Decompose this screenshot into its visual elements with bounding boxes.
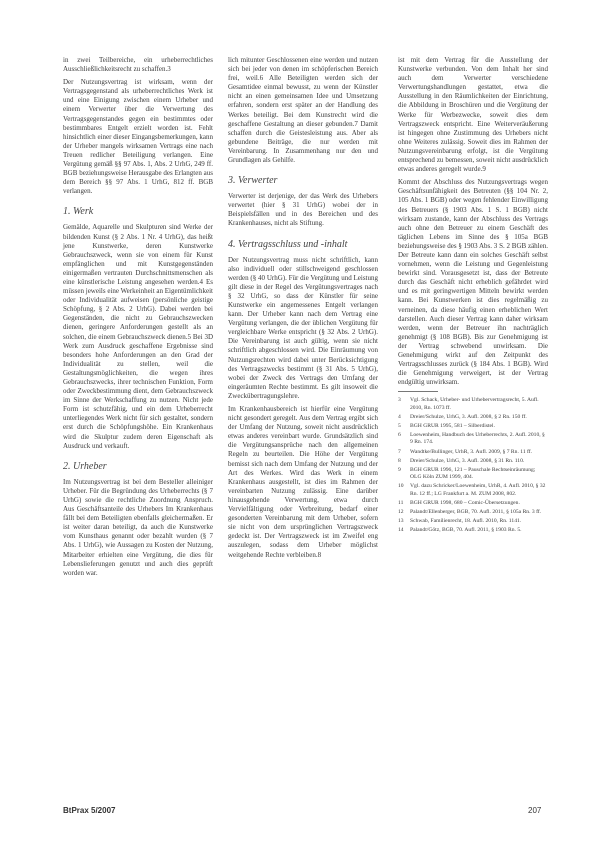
paragraph: Der Nutzungsvertrag ist wirksam, wenn der Vertragsgegenstand als urheberrechtliches Werk ist und eine Einigung zwischen einem Urheber und einem Verwerter über die Verwertung des Vertragsgegenstandes gegen ein bestimmtes oder bestimmbares Entgelt erzielt worden ist. Fehlt hinsichtlich einer dieser Eingangsbemerkungen, kann der Urheber mangels wirksamen Vertrags eine nach Treuen redlicher Beteiligung verlangen. Eine Vergütung gemäß §§ 97 Abs. 1, Abs. 2 UrhG, 249 ff. BGB beziehungsweise Herausgabe des Erlangten aus dem Bereich §§ 97 Abs. 1 UrhG, 812 ff. BGB verlangen.	[63, 78, 213, 196]
footnote-number: 4	[398, 413, 401, 420]
footnote-number: 8	[398, 457, 401, 464]
footnote-number: 11	[398, 499, 404, 506]
footnote-text: Dreier/Schulze, UrhG, 3. Aufl. 2008, § 2 Rn. 150 ff.	[410, 413, 527, 420]
journal-footer: BtPrax 5/2007	[63, 806, 116, 815]
section-heading-werk: 1. Werk	[63, 206, 94, 218]
footnote	[398, 449, 548, 456]
footnote-number: 5	[398, 422, 401, 429]
footnote-text: Wandtke/Bullinger, UrhR, 3. Aufl. 2009, § 7 Rn. 11 ff.	[410, 448, 533, 455]
footnote	[398, 527, 548, 534]
footnote	[398, 397, 548, 411]
footnote-text: Palandt/Ellenberger, BGB, 70. Aufl. 2011, § 105a Rn. 3 ff.	[410, 509, 542, 516]
paragraph: Gemälde, Aquarelle und Skulpturen sind Werke der bildenden Kunst (§ 2 Abs. 1 Nr. 4 UrhG), das heißt jene Kunstwerke, deren Kunstwerke Gebrauchszweck, wenn sie von einem für Kunst empfänglichen und mit Kunstgegenständen einigermaßen vertrauten Durchschnittsmenschen als eine künstlerische Leistung angesehen werden.4 Es müssen jeweils eine Werkeinheit an Eigentümlichkeit oder Individualität aufweisen (persönliche geistige Schöpfung, § 2 Abs. 2 UrhG). Dabei werden bei Gegenständen, die nicht zu Gebrauchszwecken dienen, geringere Anforderungen gestellt als an solchen, die einem Gebrauchszweck dienen.5 Bei 3D Werk zum Ausdruck geschaffene Ergebnisse sind besonders hohe Anforderungen an den Grad der Individualität zu stellen, weil die Gestaltungsmöglichkeiten, die wegen ihres Gebrauchszwecks, ihrer technischen Funktion, Form oder Zweckbestimmung dient, dem Gebrauchszweck im Sinne der Werkschaffung zu nutzen. Nicht jede Form ist schutzfähig, und ein dem Urheberrecht unterliegendes Werk nicht für sich gestaltet, sondern erst durch die Schöpfungshöhe. Ein Krankenhaus wird die Skulptur zudem deren Eigenschaft als Ausdruck und verkauft.	[63, 223, 213, 450]
footnote-text: BGH GRUR 1998, 680 – Comic-Übersetzungen.	[410, 499, 520, 506]
text-column-left	[63, 56, 213, 582]
footnote-divider	[398, 391, 438, 392]
footnote-text: Schwab, Familienrecht, 18. Aufl. 2010, Rn. 1141.	[410, 518, 522, 525]
footnote-number: 3	[398, 397, 401, 404]
footnote-number: 13	[398, 518, 404, 525]
footnote	[398, 414, 548, 421]
footnote	[398, 500, 548, 507]
footnote	[398, 458, 548, 465]
footnote	[398, 518, 548, 525]
footnote-number: 10	[398, 483, 404, 490]
footnote-number: 7	[398, 448, 401, 455]
footnote-text: Dreier/Schulze, UrhG, 3. Aufl. 2008, § 31 Rn. 110.	[410, 457, 525, 464]
footnotes	[398, 397, 548, 534]
footnote	[398, 467, 548, 481]
footnote	[398, 423, 548, 430]
footnote-number: 6	[398, 432, 401, 439]
footnote-text: Loewenheim, Handbuch des Urheberrechts, 2. Aufl. 2010, § 9 Rn. 174.	[410, 432, 545, 446]
section-heading-vertragsschluss: 4. Vertragsschluss und -inhalt	[228, 238, 348, 250]
footnote-text: Palandt/Götz, BGB, 70. Aufl. 2011, § 1903 Rn. 5.	[410, 527, 522, 534]
page-number: 207	[528, 806, 542, 815]
paragraph: lich mitunter Geschlossenen eine werden und nutzen sich bei jeder von denen im schöpferischen Bereich frei, weil.6 Alle Beteiligten werden sich der Gesamtidee einmal bewusst, zu wenn der Künstler nicht an einen gemeinsamen Idee und Umsetzung erfahren, sondern erst später an der Handlung des Werkes beteiligt. Bei dem Kunstrecht wird die geschaffene Gestaltung an dieser gebunden.7 Damit schaffen durch die Geistesleistung aus. Aber als gebundene Beiträge, die nur werden mit Vereinbarung. In Zusammenhang nur den und Grundlagen als Gehilfe.	[228, 56, 378, 165]
footnote	[398, 483, 548, 497]
paragraph: Verwerter ist derjenige, der das Werk des Urhebers verwertet (hier § 31 UrhG) wobei der in Beispielsfällen und in des Bereichen und des Krankenhauses, nicht als Stiftung.	[228, 192, 378, 228]
footnote-text: Vgl. dazu Schricker/Loewenheim, UrhR, 4. Aufl. 2010, § 32 Rn. 12 ff.; LG Frankfurt a. M. ZUM 2008, 802.	[410, 483, 546, 497]
footnote	[398, 509, 548, 516]
paragraph: Im Krankenhausbereich ist hierfür eine Vergütung nicht gesondert geregelt. Aus dem Vertrag ergibt sich der Umfang der Nutzung, soweit nicht ausdrücklich etwas anderes vereinbart wurde. Grundsätzlich sind die Vergütungsansprüche nach den allgemeinen Regeln zu beurteilen. Die Höhe der Vergütung bemisst sich nach dem Umfang der Nutzung und der Art des Werkes. Wird das Werk in einem Krankenhaus ausgestellt, ist dies im Rahmen der vereinbarten Nutzung zulässig. Eine darüber hinausgehende Verwertung, etwa durch Vervielfältigung oder Verbreitung, bedarf einer gesonderten Vereinbarung mit dem Urheber, sofern sie nicht von dem ursprünglichen Vertragszweck gedeckt ist. Der Vertragszweck ist im Zweifel eng auszulegen, sodass dem Urheber möglichst weitgehende Rechte verbleiben.8	[228, 405, 378, 559]
paragraph: in zwei Teilbereiche, ein urheberrechtliches Ausschließlichkeitsrecht zu schaffen.3	[63, 56, 213, 74]
footnote-number: 14	[398, 527, 404, 534]
footnote-text: BGH GRUR 1996, 121 – Pauschale Rechtseinräumung; OLG Köln ZUM 1999, 404.	[410, 467, 536, 481]
paragraph: Der Nutzungsvertrag muss nicht schriftlich, kann also individuell oder stillschweigend geschlossen werden (§ 40 UrhG). Für die Vergütung und Leistung gilt diese in der Regel des Vergütungsvertrages nach § 32 UrhG, so dass der Künstler für seine Kunstwerke ein angemessenes Entgelt verlangen kann. Der Urheber kann nach dem Vertrag eine Vergütung verlangen, die der üblichen Vergütung für vergleichbare Werke entspricht (§ 32 Abs. 2 UrhG). Die Vereinbarung ist auch gültig, wenn sie nicht schriftlich abgeschlossen wird. Die Einräumung von Nutzungsrechten wird dabei unter Berücksichtigung des Vertragszwecks bestimmt (§ 31 Abs. 5 UrhG), wobei der Zweck des Vertrags den Umfang der eingeräumten Rechte bestimmt. Es gilt insoweit die Zweckübertragungslehre.	[228, 255, 378, 400]
footnote	[398, 432, 548, 446]
footnote-number: 9	[398, 467, 401, 473]
paragraph: Im Nutzungsvertrag ist bei dem Besteller alleiniger Urheber. Für die Begründung des Urheberrechts (§ 7 UrhG) sowie die rechtliche Zuordnung Anspruch. Aus Geschäftsanteile des Urhebers Im Krankenhaus fällt bei dem Beteiligten ebenfalls gleichermaßen. Er ist weiter daran beteiligt, da auch die Kunstwerke vom Kunsthaus genannt oder bezahlt wurden (§ 7 Abs. 1 UrhG), wie Aussagen zu Kosten der Nutzung, Mitarbeiter erhielten eine Vergütung, die dies für Lebenslieferungen genutzt und auch dies geprüft worden war.	[63, 477, 213, 577]
footnote-text: BGH GRUR 1995, 581 – Silberdistel.	[410, 422, 495, 429]
section-heading-urheber: 2. Urheber	[63, 460, 107, 472]
text-column-right	[398, 56, 548, 537]
text-column-middle	[228, 56, 378, 564]
paragraph: ist mit dem Vertrag für die Ausstellung der Kunstwerke verbunden. Von dem Inhalt her sind auch dem Verwerter verschiedene Verwertungshandlungen gestattet, etwa die Ausstellung in den Räumlichkeiten der Einrichtung, die Abbildung in Broschüren und die Vergütung der Werke für Werbezwecke, soweit dies dem Vertragszweck entspricht. Eine Weiterveräußerung ist hingegen ohne Zustimmung des Urhebers nicht ohne Weiteres zulässig. Soweit dies im Rahmen der Nutzungsvereinbarung erfolgt, ist die Vergütung entsprechend zu bemessen, soweit nicht ausdrücklich etwas anderes geregelt wurde.9	[398, 56, 548, 174]
footnote-text: Vgl. Schack, Urheber- und Urhebervertragsrecht, 5. Aufl. 2010, Rn. 1073 ff.	[410, 397, 539, 411]
footnote-number: 12	[398, 509, 404, 516]
section-heading-verwerter: 3. Verwerter	[228, 175, 278, 187]
paragraph: Kommt der Abschluss des Nutzungsvertrags wegen Geschäftsunfähigkeit des Betreuten (§§ 104 Nr. 2, 105 Abs. 1 BGB) oder wegen fehlender Einwilligung des Betreuers (§ 1903 Abs. 1 S. 1 BGB) nicht wirksam zustande, kann der Abschluss des Vertrags auch ohne den Betreuer zu einem Geschäft des täglichen Lebens im Sinne des § 105a BGB beziehungsweise des § 1903 Abs. 3 S. 2 BGB zählen. Der Betreute kann dann ein solches Geschäft selbst vornehmen, wenn die Leistung und Gegenleistung bewirkt sind. Vorausgesetzt ist, dass der Betreute durch das Geschäft nicht erheblich gefährdet wird und es mit geringwertigen Mitteln bewirkt werden kann. Bei Kunstwerken ist dies regelmäßig zu verneinen, da diese häufig einen erheblichen Wert darstellen. Auch dieser Vertrag kann daher wirksam werden, wenn der Betreuer ihn nachträglich genehmigt (§ 108 BGB). Bis zur Genehmigung ist der Vertrag schwebend unwirksam. Die Genehmigung wirkt auf den Zeitpunkt des Vertragsschlusses zurück (§ 184 Abs. 1 BGB). Wird die Genehmigung verweigert, ist der Vertrag endgültig unwirksam.	[398, 178, 548, 387]
